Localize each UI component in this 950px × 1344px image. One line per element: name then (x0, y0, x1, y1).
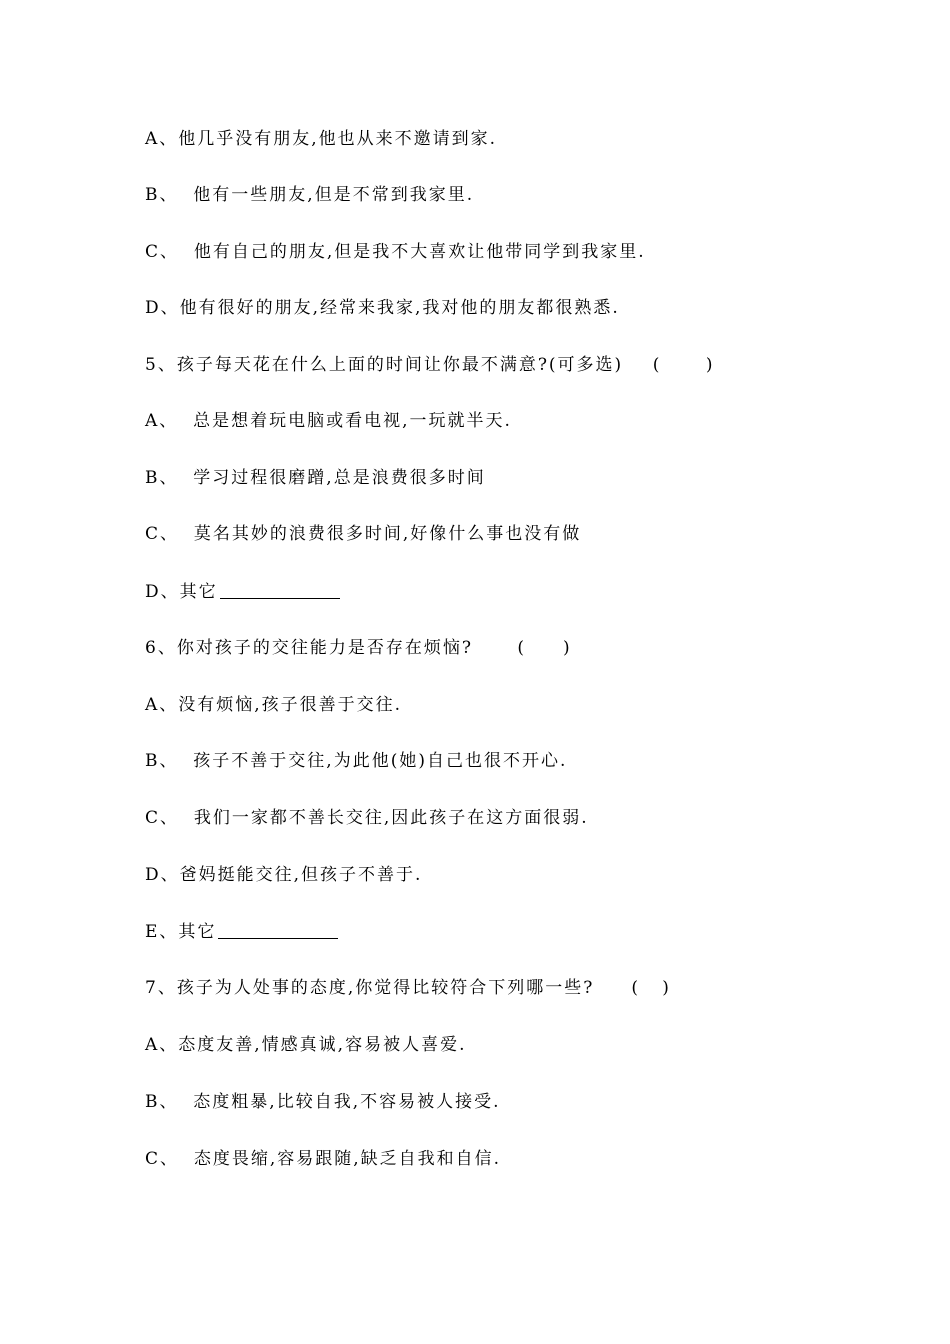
option-5d: D、其它 (145, 582, 218, 602)
option-5d-row (145, 577, 340, 607)
option-4b: B、 他有一些朋友,但是不常到我家里. (145, 185, 475, 205)
option-6e: E、其它 (145, 922, 217, 942)
option-5c: C、 莫名其妙的浪费很多时间,好像什么事也没有做 (145, 524, 582, 544)
option-4a: A、他几乎没有朋友,他也从来不邀请到家. (145, 129, 498, 149)
option-6d: D、爸妈挺能交往,但孩子不善于. (145, 865, 423, 885)
option-7b: B、 态度粗暴,比较自我,不容易被人接受. (145, 1092, 501, 1112)
question-5: 5、孩子每天花在什么上面的时间让你最不满意?(可多选) ( ) (145, 355, 715, 375)
fill-blank-6e[interactable] (218, 920, 338, 939)
option-7c: C、 态度畏缩,容易跟随,缺乏自我和自信. (145, 1149, 502, 1169)
option-5a: A、 总是想着玩电脑或看电视,一玩就半天. (145, 411, 512, 431)
option-7a: A、态度友善,情感真诚,容易被人喜爱. (145, 1035, 467, 1055)
question-6: 6、你对孩子的交往能力是否存在烦恼? ( ) (145, 638, 572, 658)
option-6a: A、没有烦恼,孩子很善于交往. (145, 695, 403, 715)
fill-blank-5d[interactable] (220, 580, 340, 599)
option-6e-row (145, 917, 338, 947)
option-4d: D、他有很好的朋友,经常来我家,我对他的朋友都很熟悉. (145, 298, 620, 318)
option-4c: C、 他有自己的朋友,但是我不大喜欢让他带同学到我家里. (145, 242, 646, 262)
option-6b: B、 孩子不善于交往,为此他(她)自己也很不开心. (145, 751, 568, 771)
option-5b: B、 学习过程很磨蹭,总是浪费很多时间 (145, 468, 486, 488)
option-6c: C、 我们一家都不善长交往,因此孩子在这方面很弱. (145, 808, 589, 828)
question-7: 7、孩子为人处事的态度,你觉得比较符合下列哪一些? ( ) (145, 978, 671, 998)
